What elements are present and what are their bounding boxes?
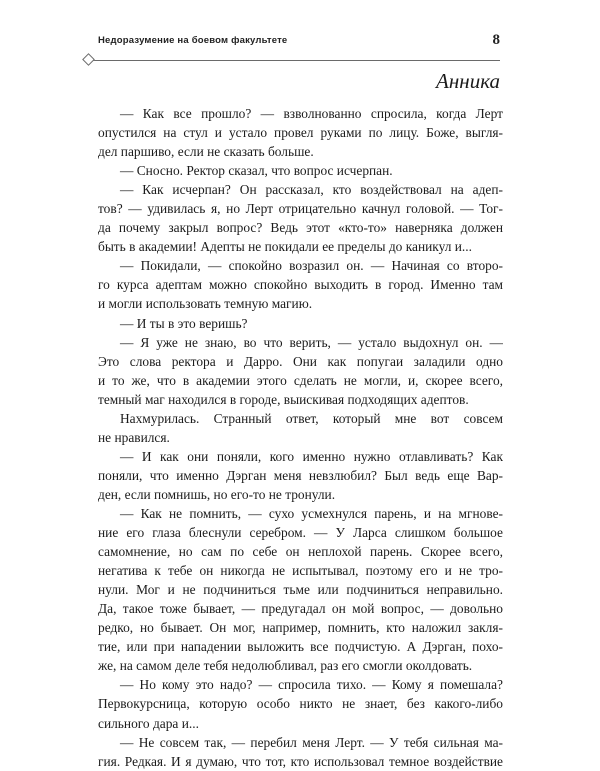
text-line: и то же, что в академии этого сделать не могли, и, скорее всего,	[98, 372, 503, 388]
text-line: — Как все прошло? — взволнованно спросила, когда Лерт	[120, 106, 503, 121]
body-text	[98, 104, 503, 771]
text-line: — Сносно. Ректор сказал, что вопрос исчерпан.	[120, 163, 393, 179]
diamond-ornament-icon	[82, 53, 95, 66]
text-line: го курса адептам можно спокойно выходить в город. Именно там	[98, 277, 503, 293]
page-number: 8	[492, 32, 500, 48]
text-line: гия. Редкая. И я думаю, что тот, кто использовал темное воздействие	[98, 753, 503, 769]
text-line: — Покидали, — спокойно возразил он. — Начиная со второ-	[120, 258, 503, 274]
text-line: — И как они поняли, кого именно нужно отлавливать? Как	[120, 448, 503, 464]
running-header	[98, 32, 500, 52]
text-line: тие, или при нападении выложить все подчистую. А Дэрган, похо-	[98, 639, 503, 655]
text-line: — Не совсем так, — перебил меня Лерт. — У тебя сильная ма-	[120, 734, 503, 750]
text-line: сильного дара и...	[98, 715, 199, 731]
text-line: Это слова ректора и Дарро. Они как попугаи заладили одно	[98, 353, 503, 369]
header-rule	[89, 60, 500, 61]
text-line: Первокурсница, которую особо никто не знает, без какого-либо	[98, 696, 503, 712]
text-line: — Но кому это надо? — спросила тихо. — Кому я помешала?	[120, 677, 503, 693]
text-line: нули. Мог и не подчиниться тьме или подчиниться неправильно.	[98, 582, 503, 598]
text-line: — Я уже не знаю, во что верить, — устало выдохнул он. —	[120, 334, 503, 350]
text-line: быть в академии! Адепты не покидали ее пределы до каникул и...	[98, 239, 472, 255]
text-line: же, на самом деле тебя недолюбливал, раз его смогли околдовать.	[98, 658, 473, 674]
text-line: редко, но бывает. Он мог, например, помнить, кто наложил закля-	[98, 620, 503, 636]
text-line: Да, такое тоже бывает, — предугадал он мой вопрос, — довольно	[98, 601, 503, 617]
chapter-title: Анника	[436, 69, 500, 93]
text-line: негатива к тебе он никогда не испытывал, поэтому его и не тро-	[98, 563, 503, 579]
text-line: ден, если помнишь, но его-то не тронули.	[98, 486, 336, 502]
text-line: темный маг находился в городе, выискивая подходящих адептов.	[98, 391, 469, 407]
running-title: Недоразумение на боевом факультете	[98, 35, 288, 46]
text-line: ние его глаза блеснули серебром. — У Ларса слишком большое	[98, 525, 503, 541]
text-line: не нравился.	[98, 429, 170, 445]
text-line: Нахмурилась. Странный ответ, который мне вот совсем	[120, 410, 503, 426]
text-line: — И ты в это веришь?	[120, 315, 248, 331]
text-line: и могли использовать темную магию.	[98, 296, 313, 312]
text-line: тов? — удивилась я, но Лерт отрицательно качнул головой. — Тог-	[98, 201, 503, 217]
text-line: — Как не помнить, — сухо усмехнулся парень, и на мгнове-	[120, 505, 503, 521]
text-line: опустился на стул и устало провел руками по лицу. Боже, выгля-	[98, 125, 503, 141]
text-line: — Как исчерпан? Он рассказал, кто воздействовал на адеп-	[120, 182, 503, 198]
text-line: поняли, что именно Дэрган меня невзлюбил? Был ведь еще Вар-	[98, 467, 503, 483]
text-line: да почему закрыл вопрос? Ведь этот «кто-то» наверняка должен	[98, 220, 503, 236]
text-line: дел паршиво, если не сказать больше.	[98, 144, 314, 160]
text-line: самомнение, но сам по себе он неплохой парень. Скорее всего,	[98, 544, 503, 560]
